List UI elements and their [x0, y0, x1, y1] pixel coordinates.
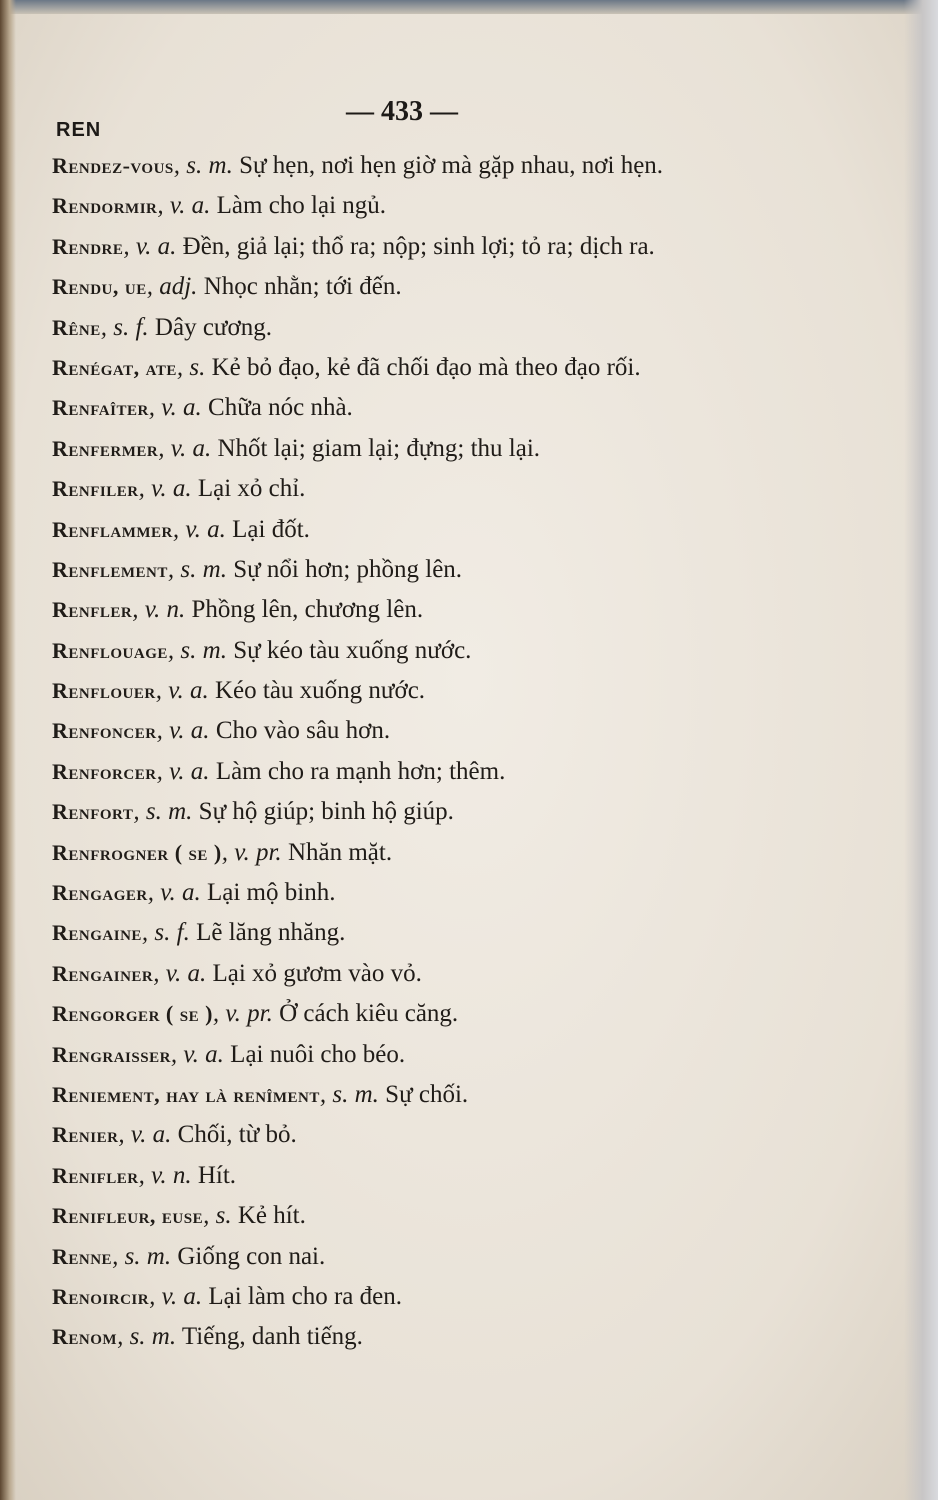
dictionary-entry: [52, 873, 772, 913]
entry-grammar: , s. m.: [173, 152, 233, 179]
entry-headword: Renfoncer: [52, 718, 157, 744]
dictionary-entry: [52, 994, 772, 1034]
entry-grammar: , s.: [176, 353, 206, 381]
entry-definition: Sự kéo tàu xuống nước.: [226, 636, 472, 664]
entry-definition: Sự hộ giúp; binh hộ giúp.: [192, 798, 454, 826]
entry-headword: Rengaine: [52, 920, 142, 946]
entry-headword: Renne: [52, 1243, 113, 1269]
entry-headword: Renflement: [52, 556, 168, 582]
dictionary-entry: [52, 1237, 772, 1277]
entry-headword: Renfaîter: [52, 395, 149, 421]
entry-definition: Đền, giả lại; thổ ra; nộp; sinh lợi; tỏ ra; dịch ra.: [176, 232, 655, 260]
entry-headword: Rengainer: [52, 960, 154, 986]
dictionary-entry: [52, 1035, 772, 1075]
dictionary-entry: [52, 913, 772, 953]
dictionary-entry: [52, 186, 772, 226]
dictionary-entry: [52, 1075, 772, 1115]
entry-grammar: , v. a.: [156, 717, 210, 745]
entry-headword: Rengager: [52, 880, 148, 906]
entry-grammar: , v. a.: [172, 515, 226, 543]
dictionary-entry: [52, 1115, 772, 1155]
entry-grammar: , v. a.: [148, 394, 202, 422]
entry-headword: Renfermer: [52, 435, 159, 461]
dictionary-entry: [52, 510, 772, 550]
page-number: — 433 —: [346, 96, 458, 127]
entry-definition: Nhọc nhằn; tới đến.: [197, 273, 402, 301]
entry-definition: Làm cho lại ngủ.: [210, 192, 387, 220]
entry-headword: Renier: [52, 1122, 119, 1148]
entry-headword: Renfort: [52, 799, 134, 825]
entry-definition: Sự hẹn, nơi hẹn giờ mà gặp nhau, nơi hẹn.: [232, 152, 664, 179]
dictionary-entry: [52, 429, 772, 469]
entry-grammar: , v. a.: [158, 434, 212, 462]
entry-definition: Kéo tàu xuống nước.: [208, 677, 426, 705]
entry-definition: Hít.: [191, 1161, 237, 1189]
dictionary-entry: [52, 308, 772, 348]
entry-grammar: , v. a.: [123, 232, 177, 260]
dictionary-entry: [52, 954, 772, 994]
entry-definition: Lại xỏ gươm vào vỏ.: [206, 959, 422, 987]
book-spine-edge: [0, 0, 16, 1500]
entry-grammar: , s. m.: [167, 555, 227, 583]
entry-headword: Rêne: [52, 314, 101, 340]
entry-headword: Renfiler: [52, 476, 139, 502]
dictionary-entry: [52, 267, 772, 307]
dictionary-entry: [52, 469, 772, 509]
entry-definition: Giống con nai.: [171, 1242, 326, 1270]
entry-definition: Lẽ lăng nhăng.: [189, 919, 346, 947]
entry-headword: Rendez-vous: [52, 153, 174, 178]
entry-grammar: , v. a.: [118, 1121, 172, 1149]
entry-definition: Sự chối.: [378, 1080, 469, 1108]
entry-grammar: , v. n.: [132, 596, 186, 624]
dictionary-entry: [52, 590, 772, 630]
entry-grammar: , v. a.: [147, 879, 201, 907]
entry-definition: Lại làm cho ra đen.: [202, 1282, 402, 1310]
entry-definition: Cho vào sâu hơn.: [209, 717, 391, 745]
entry-list: [52, 146, 772, 1358]
entry-definition: Lại xỏ chỉ.: [191, 475, 306, 503]
entry-grammar: , v. pr.: [212, 1000, 273, 1028]
entry-grammar: , v. pr.: [221, 838, 282, 866]
entry-grammar: , s. m.: [167, 636, 227, 664]
entry-headword: Renifler: [52, 1162, 139, 1188]
entry-grammar: , v. n.: [138, 1161, 192, 1189]
running-head: REN: [56, 119, 102, 141]
entry-headword: Renfler: [52, 597, 133, 623]
entry-definition: Nhăn mặt.: [281, 838, 393, 866]
entry-definition: Kẻ hít.: [231, 1202, 306, 1230]
entry-definition: Lại nuôi cho béo.: [223, 1040, 406, 1068]
entry-headword: Renoircir: [52, 1283, 150, 1309]
entry-headword: Rendormir: [52, 193, 158, 219]
entry-grammar: , s. m.: [319, 1080, 379, 1108]
dictionary-entry: [52, 1156, 772, 1196]
entry-grammar: , s. f.: [100, 313, 149, 341]
dictionary-entry: [52, 1277, 772, 1317]
page-top-edge: [0, 0, 938, 14]
dictionary-entry: [52, 227, 772, 267]
entry-grammar: , v. a.: [157, 192, 211, 220]
entry-headword: Renom: [52, 1324, 118, 1350]
entry-definition: Sự nổi hơn; phồng lên.: [226, 555, 463, 583]
dictionary-entry: [52, 550, 772, 590]
entry-definition: Tiếng, danh tiếng.: [176, 1323, 363, 1351]
entry-definition: Lại mộ binh.: [200, 879, 336, 907]
entry-headword: Rendu, ue: [52, 274, 147, 300]
entry-headword: Rengorger ( se ): [52, 1001, 213, 1027]
entry-grammar: , s. m.: [117, 1323, 177, 1351]
entry-headword: Renégat, ate: [52, 354, 177, 380]
dictionary-entry: [52, 833, 772, 873]
entry-headword: Renfrogner ( se ): [52, 839, 222, 865]
entry-headword: Renflouer: [52, 678, 156, 704]
entry-headword: Rengraisser: [52, 1041, 171, 1067]
entry-grammar: , v. a.: [153, 959, 207, 987]
entry-grammar: , v. a.: [138, 475, 192, 503]
entry-headword: Reniement, hay là renîment: [52, 1081, 320, 1107]
entry-headword: Renifleur, euse: [52, 1203, 204, 1229]
entry-grammar: , v. a.: [149, 1282, 203, 1310]
entry-grammar: , adj.: [146, 273, 198, 301]
dictionary-entry: [52, 711, 772, 751]
entry-definition: Phồng lên, chương lên.: [185, 596, 424, 624]
entry-grammar: , s. m.: [133, 798, 193, 826]
entry-definition: Dây cương.: [148, 313, 272, 341]
dictionary-entry: [52, 1317, 772, 1357]
dictionary-entry: [52, 671, 772, 711]
entry-headword: Renflouage: [52, 637, 168, 663]
entry-definition: Làm cho ra mạnh hơn; thêm.: [209, 757, 506, 785]
entry-grammar: , v. a.: [170, 1040, 224, 1068]
entry-grammar: , s. f.: [141, 919, 190, 947]
entry-definition: Lại đốt.: [225, 515, 310, 543]
entry-definition: Chối, từ bỏ.: [171, 1121, 297, 1149]
entry-grammar: , v. a.: [156, 757, 210, 785]
dictionary-entry: [52, 348, 772, 388]
entry-grammar: , s. m.: [112, 1242, 172, 1270]
entry-headword: Renforcer: [52, 758, 157, 784]
entry-definition: Kẻ bỏ đạo, kẻ đã chối đạo mà theo đạo rối.: [205, 353, 641, 381]
entry-definition: Nhốt lại; giam lại; đựng; thu lại.: [211, 434, 541, 462]
entry-definition: Chữa nóc nhà.: [201, 394, 353, 422]
entry-headword: Rendre: [52, 233, 124, 259]
dictionary-entry: [52, 631, 772, 671]
dictionary-entry: [52, 792, 772, 832]
entry-definition: Ở cách kiêu căng.: [272, 1000, 459, 1028]
page-right-edge: [904, 0, 938, 1500]
dictionary-entry: [52, 752, 772, 792]
dictionary-entry: [52, 146, 772, 186]
dictionary-entry: [52, 1196, 772, 1236]
dictionary-entry: [52, 388, 772, 428]
entry-grammar: , v. a.: [155, 677, 209, 705]
entry-headword: Renflammer: [52, 516, 173, 542]
entry-grammar: , s.: [203, 1202, 232, 1230]
